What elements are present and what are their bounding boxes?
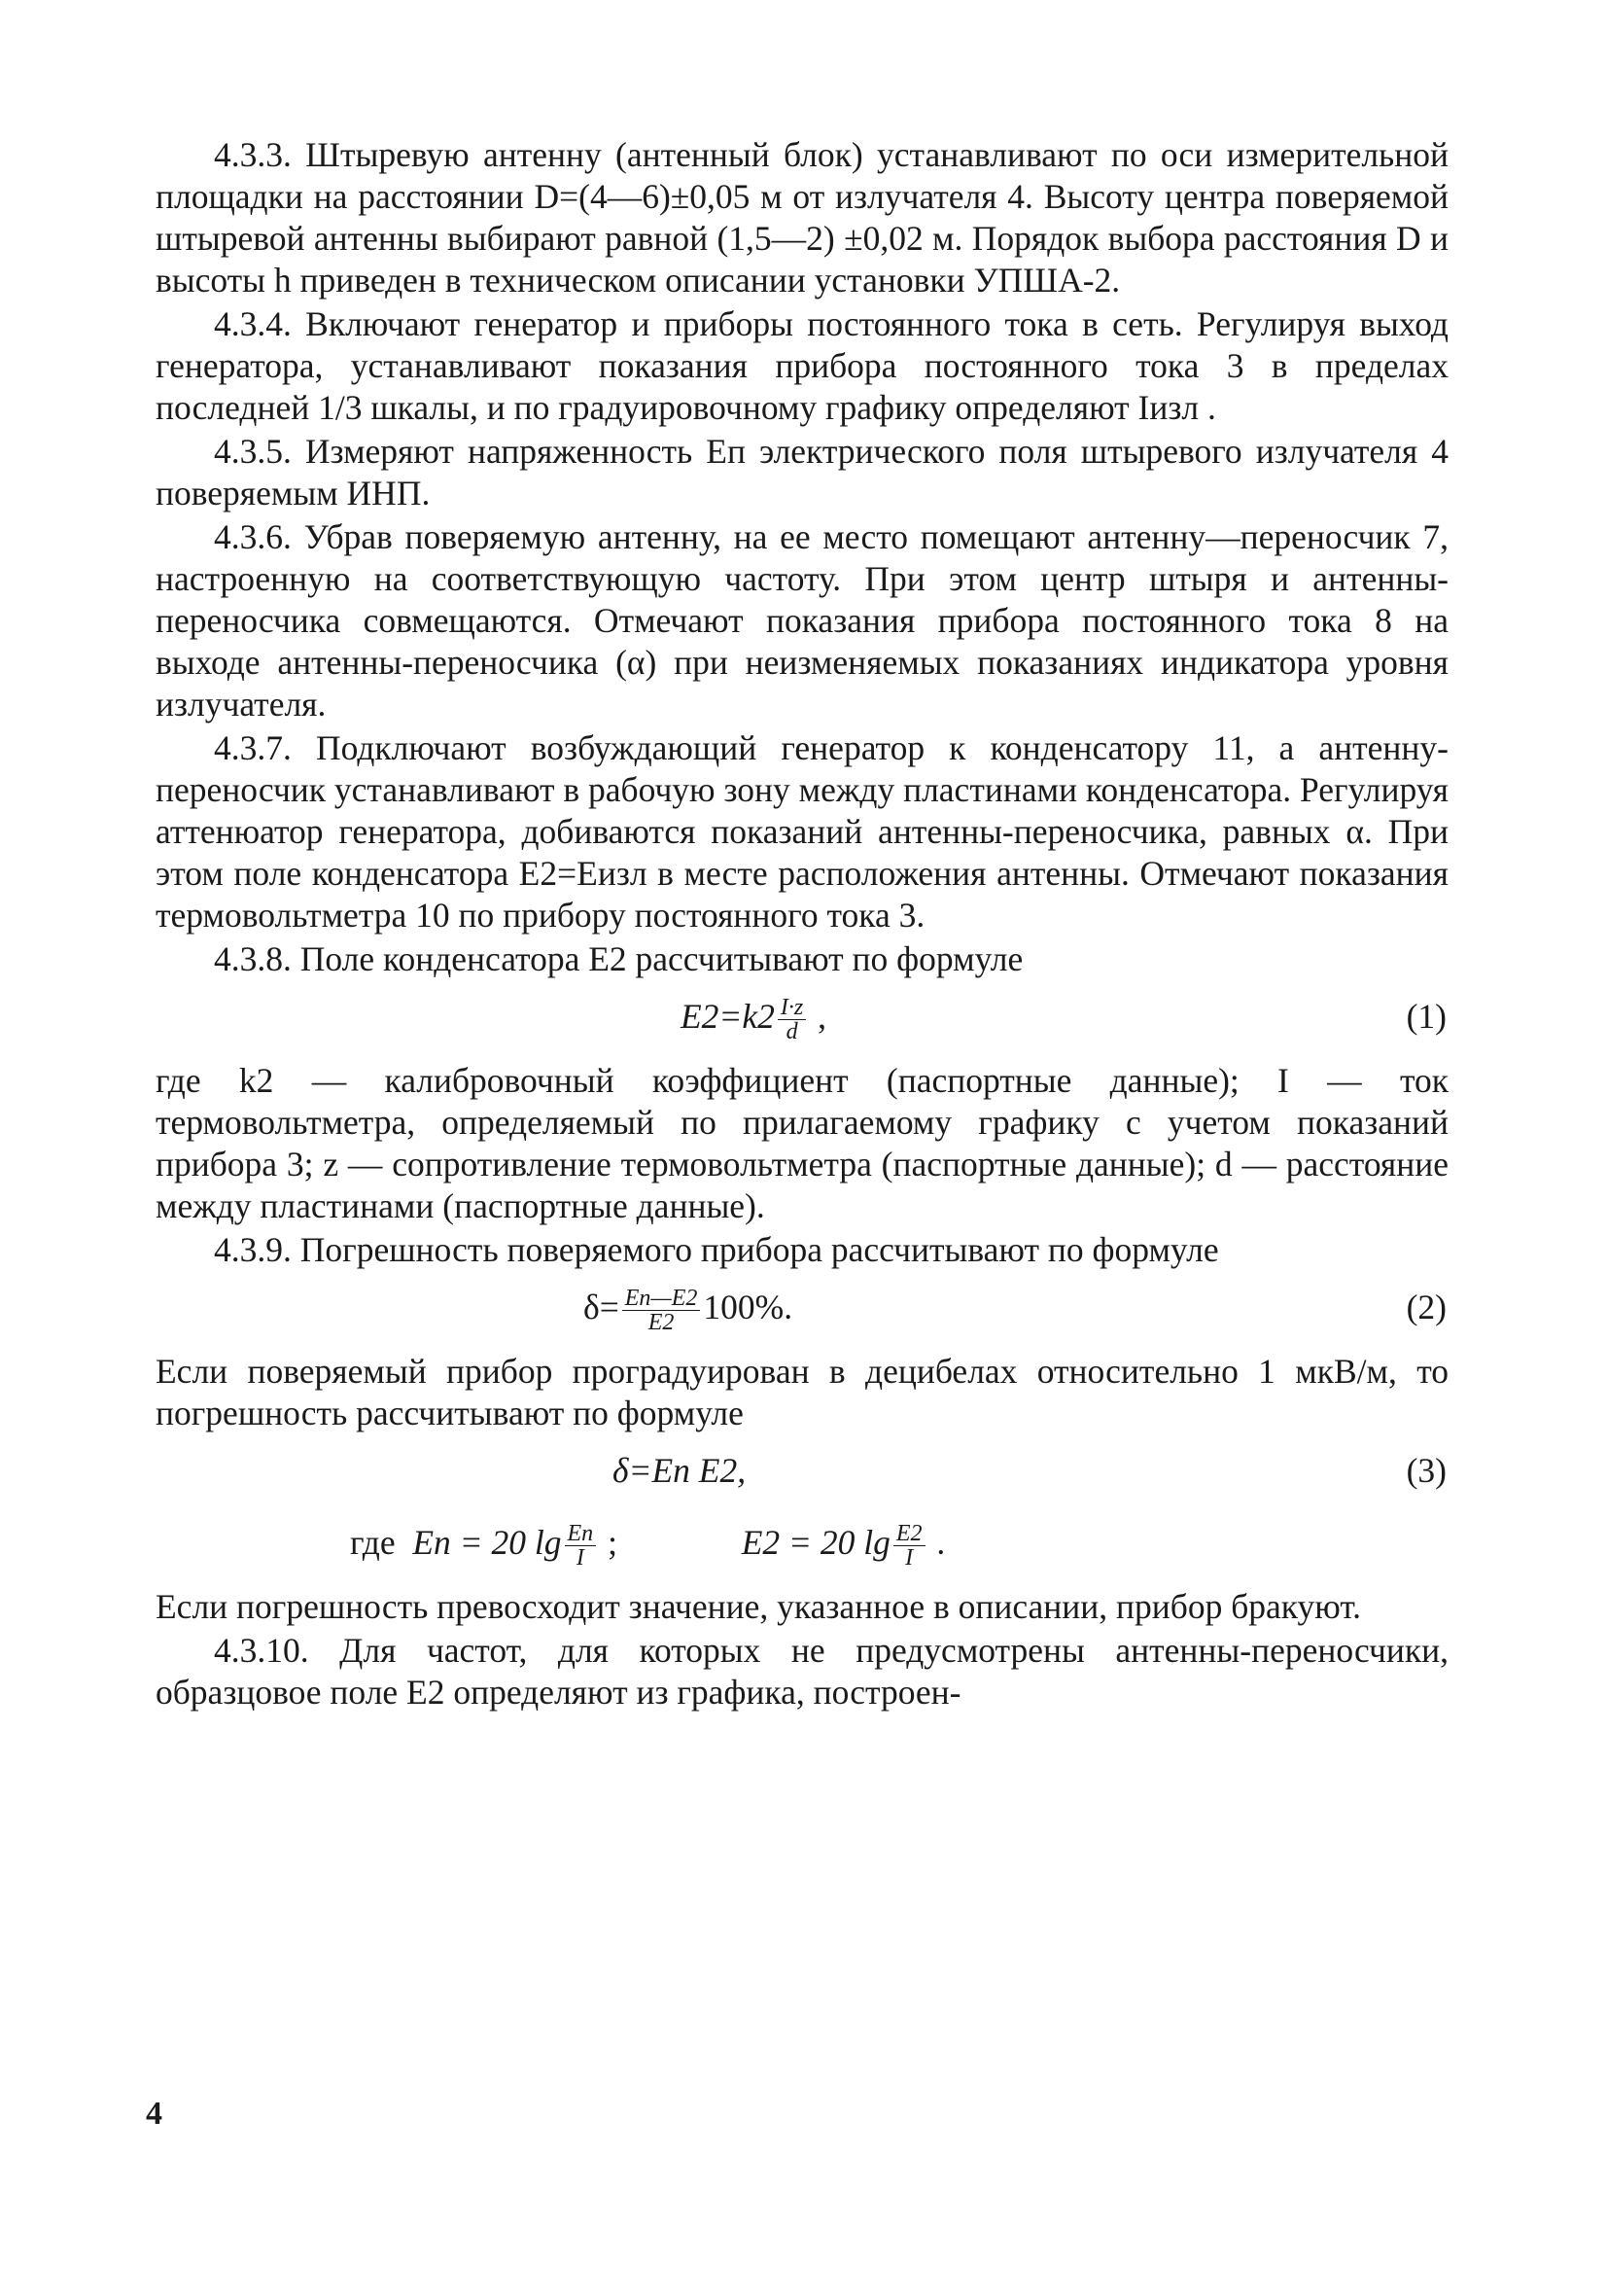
- formula-2-tail: 100%.: [703, 1288, 793, 1326]
- formula-2-fraction: [622, 1287, 701, 1334]
- formula-definitions-expression: [350, 1522, 945, 1570]
- formula-definitions-a-fraction: [565, 1522, 597, 1570]
- formula-2-denominator: E2: [647, 1310, 675, 1336]
- formula-definitions-a-numerator: Eп: [565, 1522, 597, 1546]
- paragraph-4-3-4: 4.3.4. Включают генератор и приборы постоянного тока в сеть. Регулируя выход генератора, устанавливают показания прибора постоянного тока 3 в пределах последней 1/3 шкалы, и по градуировочному графику определяют Iизл .: [156, 304, 1449, 427]
- formula-2-label: (2): [1406, 1288, 1447, 1326]
- paragraph-4-3-7: 4.3.7. Подключают возбуждающий генератор к конденсатору 11, а антенну-переносчик устанавливают в рабочую зону между пластинами конденсатора. Регулируя аттенюатор генератора, добиваются показаний антенны-переносчика, равных α. При этом поле конденсатора E2=Eизл в месте расположения антенны. Отмечают показания термовольтметра 10 по прибору постоянного тока 3.: [156, 728, 1449, 935]
- paragraph-4-3-9: 4.3.9. Погрешность поверяемого прибора рассчитывают по формуле: [214, 1230, 1219, 1269]
- formula-1-tail: ,: [818, 997, 826, 1036]
- paragraph-4-3-8: 4.3.8. Поле конденсатора E2 рассчитывают по формуле: [214, 939, 1024, 978]
- paragraph-decibel: Если поверяемый прибор проградуирован в децибелах относительно 1 мкВ/м, то погрешность рассчитывают по формуле: [156, 1352, 1449, 1432]
- page-number: 4: [146, 2096, 162, 2132]
- formula-3-label: (3): [1406, 1451, 1447, 1490]
- formula-definitions-b-numerator: E2: [893, 1522, 926, 1546]
- formula-1-expression: [681, 996, 826, 1043]
- formula-2-expression: [583, 1287, 792, 1334]
- paragraph-4-3-3: 4.3.3. Штыревую антенну (антенный блок) устанавливают по оси измерительной площадки на расстоянии D=(4—6)±0,05 м от излучателя 4. Высоту центра поверяемой штыревой антенны выбирают равной (1,5—2) ±0,02 м. Порядок выбора расстояния D и высоты h приведен в техническом описании установки УПША-2.: [156, 135, 1449, 300]
- formula-definitions-end: .: [936, 1523, 946, 1562]
- formula-1-denominator: d: [786, 1019, 798, 1045]
- paragraph-4-3-10: 4.3.10. Для частот, для которых не предусмотрены антенны-переносчики, образцовое поле E2 определяют из графика, построен-: [156, 1631, 1449, 1712]
- formula-2-lhs: δ=: [583, 1288, 619, 1326]
- formula-definitions: [156, 1522, 1449, 1578]
- formula-3-expression: δ=Eп E2,: [612, 1451, 747, 1490]
- paragraph-4-3-6: 4.3.6. Убрав поверяемую антенну, на ее место помещают антенну—переносчик 7, настроенную на соответствующую частоту. При этом центр штыря и антенны-переносчика совмещаются. Отмечают показания прибора постоянного тока 8 на выходе антенны-переносчика (α) при неизменяемых показаниях индикатора уровня излучателя.: [156, 517, 1449, 724]
- formula-2: [156, 1287, 1449, 1343]
- body-text: [156, 134, 1449, 1715]
- formula-definitions-b-lhs: E2 = 20 lg: [741, 1523, 891, 1562]
- paragraph-4-3-5: 4.3.5. Измеряют напряженность Eп электрического поля штыревого излучателя 4 поверяемым ИНП.: [156, 432, 1449, 512]
- paragraph-where-1: где k2 — калибровочный коэффициент (паспортные данные); I — ток термовольтметра, определяемый по прилагаемому графику с учетом показаний прибора 3; z — сопротивление термовольтметра (паспортные данные); d — расстояние между пластинами (паспортные данные).: [156, 1061, 1449, 1225]
- formula-definitions-a-denominator: I: [576, 1545, 584, 1572]
- formula-definitions-separator: ;: [608, 1523, 617, 1562]
- formula-definitions-prefix: где: [350, 1523, 396, 1562]
- formula-1-lhs: E2=k2: [681, 997, 775, 1036]
- formula-2-numerator: Eп—E2: [622, 1287, 701, 1311]
- formula-1: [156, 996, 1449, 1052]
- formula-1-numerator: I·z: [778, 996, 806, 1020]
- formula-definitions-a-lhs: Eп = 20 lg: [412, 1523, 562, 1562]
- formula-3: [156, 1450, 1449, 1506]
- paragraph-reject: Если погрешность превосходит значение, указанное в описании, прибор бракуют.: [156, 1587, 1362, 1626]
- formula-definitions-b-denominator: I: [905, 1545, 914, 1572]
- formula-1-fraction: [778, 996, 806, 1043]
- formula-1-label: (1): [1406, 997, 1447, 1036]
- formula-definitions-b-fraction: [893, 1522, 926, 1570]
